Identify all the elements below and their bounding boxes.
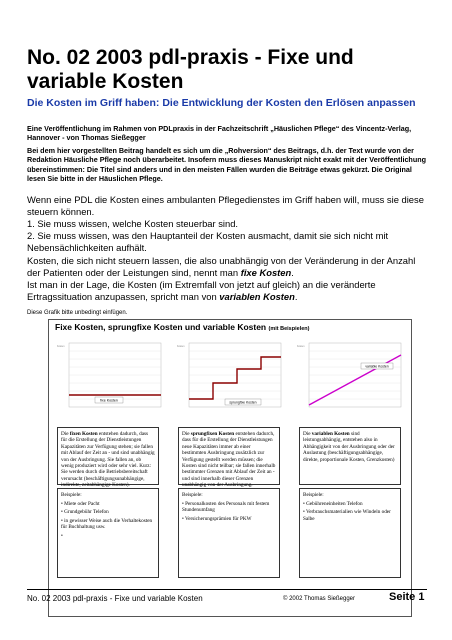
- def-text-2: .: [291, 267, 294, 278]
- step-chart-label: sprungfixe Kosten: [229, 400, 257, 405]
- term-variable-costs: variablen Kosten: [219, 291, 295, 302]
- figure-title-text: Fixe Kosten, sprungfixe Kosten und variable Kosten: [55, 322, 267, 332]
- intro-paragraph: [27, 194, 427, 254]
- footer-document-title: No. 02 2003 pdl-praxis - Fixe und variable Kosten: [27, 594, 203, 603]
- svg-text:Kosten: Kosten: [177, 345, 185, 348]
- def-text-3: Ist man in der Lage, die Kosten (im Extremfall von jetzt auf gleich) an die veränderte Ertragssituation anzupassen, spricht man von: [27, 279, 376, 302]
- intro-item-1: 1. Sie muss wissen, welche Kosten steuerbar sind.: [27, 218, 239, 229]
- example-item: • Versicherungsprämien für PKW: [182, 515, 252, 522]
- intro-lead: Wenn eine PDL die Kosten eines ambulanten Pflegedienstes im Griff haben will, muss sie diese steuern können.: [27, 194, 424, 217]
- desc2-text: entstehen dadurch, dass für die Erstellung der Dienstleistungen neue Kapazitäten immer ab einer bestimmten Ausbringung zusätzlich zur Verfügung gestellt werden müssen; die Kosten sind nicht teilbar; sie fallen innerhalb bestimmter Grenzen mit Ablauf der Zeit an - und sind innerhalb dieser Grenzen unabhängig von der Ausbringung.: [182, 431, 276, 489]
- footer-copyright: © 2002 Thomas Sießegger: [283, 596, 356, 602]
- variable-costs-description: [299, 427, 401, 485]
- variable-costs-svg: [295, 339, 405, 419]
- example-item: • Gebühreneinheiten Telefon: [303, 500, 363, 507]
- step-fixed-costs-examples: [178, 488, 280, 578]
- variable-chart-label: variable Kosten: [365, 364, 389, 369]
- figure-title: [55, 322, 309, 332]
- def-text-1: Kosten, die sich nicht steuern lassen, die also unabhängig von der Veränderung in der Anzahl der Patienten oder der Leistungen sind, nennt man: [27, 255, 416, 278]
- examples-label-2: Beispiele:: [182, 492, 203, 498]
- def-text-4: .: [294, 291, 298, 302]
- desc2-pre: Die: [182, 431, 191, 437]
- term-fixed-costs: fixe Kosten: [240, 267, 292, 278]
- examples-label-3: Beispiele:: [303, 492, 324, 498]
- intro-item-2: 2. Sie muss wissen, was den Hauptanteil der Kosten ausmacht, damit sie sich nicht mit Nebensächlichkeiten aufhält.: [27, 230, 389, 253]
- fixed-costs-description: [57, 427, 159, 489]
- figure-title-note: (mit Beispielen): [268, 326, 310, 332]
- example-item: • Grundgebühr Telefon: [61, 509, 109, 516]
- example-item: • Verbrauchsmaterialien wie Windeln oder Salbe: [303, 509, 391, 522]
- desc3-term: variablen Kosten: [311, 431, 350, 437]
- draft-note: Bei dem hier vorgestellten Beitrag handelt es sich um die „Rohversion“ des Beitrags, d.h. der Text wurde von der Redaktion Häusliche Pflege noch überarbeitet. Insofern muss dieses Manuskript nicht exakt mit der Veröffentlichung übereinstimmen: Die Titel sind anders und in den meisten Fällen wurden die Beiträge etwas gekürzt. Die Original lesen Sie bitte in der Häuslichen Pflege.: [27, 146, 426, 184]
- footer-divider: [27, 589, 427, 590]
- svg-text:Kosten: Kosten: [297, 345, 305, 348]
- definition-paragraph: [27, 255, 427, 303]
- variable-costs-chart: [295, 339, 405, 419]
- svg-text:Kosten: Kosten: [57, 345, 65, 348]
- desc2-term: sprungfixen Kosten: [190, 431, 235, 437]
- publication-note: Eine Veröffentlichung im Rahmen von PDLpraxis in der Fachzeitschrift „Häuslichen Pflege“ des Vincentz-Verlag, Hannover - von Thomas Sießegger: [27, 124, 412, 143]
- desc1-term: fixen Kosten: [69, 431, 98, 437]
- page-number: Seite 1: [389, 591, 425, 603]
- desc3-pre: Die: [303, 431, 312, 437]
- example-item: • in gewisser Weise auch die Verhaltekosten für Buchhaltung usw.: [61, 517, 153, 531]
- desc1-pre: Die: [61, 431, 70, 437]
- cost-types-figure: [48, 319, 412, 617]
- fixed-costs-svg: [55, 339, 165, 419]
- graphic-note: Diese Grafik bitte unbedingt einfügen.: [27, 310, 128, 316]
- fixed-costs-chart: [55, 339, 165, 419]
- desc3-text: sind leistungsabhängig, entstehen also in Abhängigkeit von der Ausbringung oder der Auslastung (beschäftigungsabhängige, direkte, proportionale Kosten, Grenzkosten): [303, 431, 395, 463]
- step-fixed-costs-svg: [175, 339, 285, 419]
- fixed-chart-label: fixe Kosten: [100, 398, 118, 403]
- step-fixed-costs-description: [178, 427, 280, 489]
- fixed-costs-examples: [57, 488, 159, 578]
- examples-label-1: Beispiele:: [61, 492, 82, 498]
- desc1-text: entstehen dadurch, dass für die Erstellung der Dienstleistungen Kapazitäten zur Verfügung stehen; sie fallen mit Ablauf der Zeit an - und sind unabhängig von der Ausbringung. Sie fallen an, ob wenig produziert wird oder sehr viel. Kurz: Sie werden durch die Betriebsbereitschaft verursacht (beschäftigungsunabhängige, indirekte, zeitabhängige Kosten).: [61, 431, 155, 489]
- step-fixed-costs-chart: [175, 339, 285, 419]
- example-item: • Miete oder Pacht: [61, 500, 100, 507]
- document-title: No. 02 2003 pdl-praxis - Fixe und variable Kosten: [27, 46, 354, 93]
- example-item: • Personalkosten des Personals mit festem Stundenumfang: [182, 500, 270, 514]
- document-subtitle: Die Kosten im Griff haben: Die Entwicklung der Kosten den Erlösen anpassen: [27, 97, 416, 109]
- example-item: •: [61, 532, 63, 539]
- variable-costs-examples: [299, 488, 401, 578]
